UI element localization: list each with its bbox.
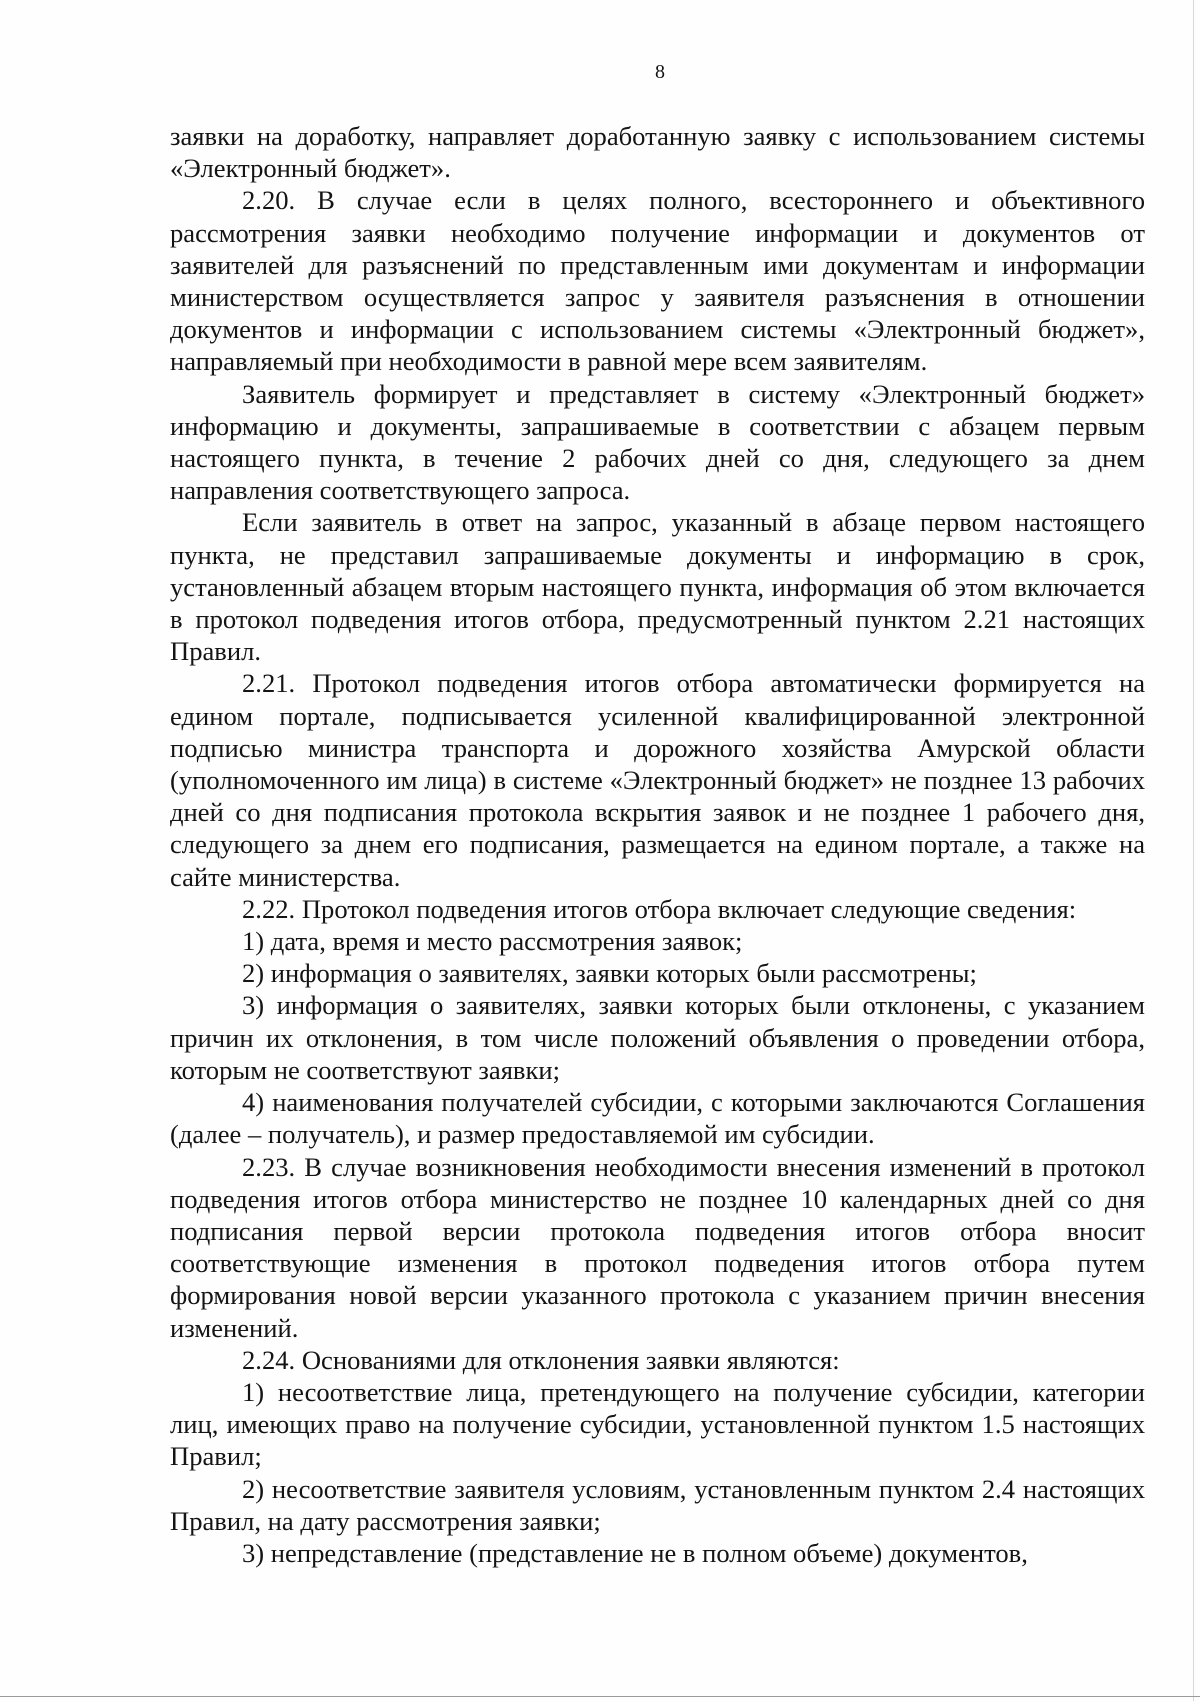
paragraph-if-applicant: Если заявитель в ответ на запрос, указанный в абзаце первом настоящего пункта, не представил запрашиваемые документы и информацию в срок, установленный абзацем вторым настоящего пункта, информация об этом включается в протокол подведения итогов отбора, предусмотренный пунктом 2.21 настоящих Правил. <box>170 507 1145 667</box>
list-item-2-22-4: 4) наименования получателей субсидии, с которыми заключаются Соглашения (далее – получатель), и размер предоставляемой им субсидии. <box>170 1087 1145 1150</box>
paragraph-continuation: заявки на доработку, направляет доработанную заявку с использованием системы «Электронный бюджет». <box>170 121 1145 184</box>
list-item-2-24-2: 2) несоответствие заявителя условиям, установленным пунктом 2.4 настоящих Правил, на дату рассмотрения заявки; <box>170 1473 1145 1536</box>
paragraph-applicant-submits: Заявитель формирует и представляет в систему «Электронный бюджет» информацию и документы, запрашиваемые в соответствии с абзацем первым настоящего пункта, в течение 2 рабочих дней со дня, следующего за днем направления соответствующего запроса. <box>170 378 1145 506</box>
page-number: 8 <box>655 61 665 83</box>
paragraph-2-21: 2.21. Протокол подведения итогов отбора автоматически формируется на едином портале, подписывается усиленной квалифицированной электронной подписью министра транспорта и дорожного хозяйства Амурской области (уполномоченного им лица) в системе «Электронный бюджет» не позднее 13 рабочих дней со дня подписания протокола вскрытия заявок и не позднее 1 рабочего дня, следующего за днем его подписания, размещается на едином портале, а также на сайте министерства. <box>170 668 1145 892</box>
paragraph-2-23: 2.23. В случае возникновения необходимости внесения изменений в протокол подведения итогов отбора министерство не позднее 10 календарных дней со дня подписания первой версии протокола подведения итогов отбора вносит соответствующие изменения в протокол подведения итогов отбора путем формирования новой версии указанного протокола с указанием причин внесения изменений. <box>170 1151 1145 1343</box>
list-item-2-24-3: 3) непредставление (представление не в полном объеме) документов, <box>242 1537 1028 1568</box>
list-item-2-22-3: 3) информация о заявителях, заявки которых были отклонены, с указанием причин их отклонения, в том числе положений объявления о проведении отбора, которым не соответствуют заявки; <box>170 990 1145 1085</box>
list-item-2-22-1: 1) дата, время и место рассмотрения заявок; <box>242 926 743 957</box>
list-item-2-24-1: 1) несоответствие лица, претендующего на получение субсидии, категории лиц, имеющих право на получение субсидии, установленной пунктом 1.5 настоящих Правил; <box>170 1376 1145 1472</box>
scan-edge-line <box>1193 0 1194 1701</box>
paragraph-2-20: 2.20. В случае если в целях полного, всестороннего и объективного рассмотрения заявки необходимо получение информации и документов от заявителей для разъяснений по представленным ими документам и информации министерством осуществляется запрос у заявителя разъяснения в отношении документов и информации с использованием системы «Электронный бюджет», направляемый при необходимости в равной мере всем заявителям. <box>170 185 1145 377</box>
document-body <box>170 120 1145 1569</box>
list-item-2-22-2: 2) информация о заявителях, заявки которых были рассмотрены; <box>242 958 977 989</box>
paragraph-2-24: 2.24. Основаниями для отклонения заявки являются: <box>242 1344 840 1375</box>
paragraph-2-22: 2.22. Протокол подведения итогов отбора включает следующие сведения: <box>242 893 1077 924</box>
scan-bottom-line <box>0 1696 1200 1697</box>
